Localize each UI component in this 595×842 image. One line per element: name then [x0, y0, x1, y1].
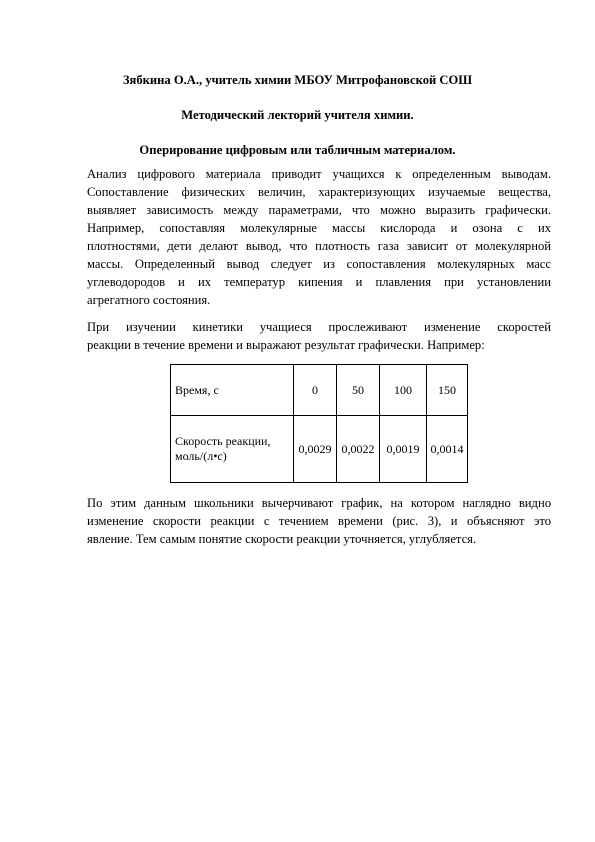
table-cell: 100 [380, 365, 427, 416]
table-cell: 0,0019 [380, 416, 427, 483]
table-cell: 150 [427, 365, 468, 416]
paragraph-kinetics [87, 318, 551, 354]
series-title: Методический лекторий учителя химии. [181, 108, 414, 122]
row-label-rate [171, 416, 294, 483]
text-line: углеводородов и их температур кипения и плавления при установлении [87, 275, 551, 289]
paragraph-analysis [87, 165, 551, 309]
table-row-time [171, 365, 468, 416]
text-line: Например, сопоставляя молекулярные массы кислорода и озона с их [87, 221, 551, 235]
row-label-rate-line1: Скорость реакции, [175, 434, 271, 448]
text-line: изменение скорости реакции с течением времени (рис. 3), и объясняют это [87, 514, 551, 528]
text-line: При изучении кинетики учащиеся прослеживают изменение скоростей [87, 320, 551, 334]
text-line: агрегатного состояния. [87, 293, 211, 307]
text-line: плотностями, дети делают вывод, что плотность газа зависит от молекулярной [87, 239, 551, 253]
table-cell: 0,0029 [294, 416, 337, 483]
row-label-rate-line2: моль/(л•с) [175, 449, 227, 463]
topic-title: Оперирование цифровым или табличным материалом. [139, 143, 456, 157]
text-line: выявляет зависимость между параметрами, что можно выразить графически. [87, 203, 551, 217]
text-line: массы. Определенный вывод следует из сопоставления молекулярных масс [87, 257, 551, 271]
text-line: Сопоставление физических величин, характеризующих изучаемые вещества, [87, 185, 551, 199]
text-line: Анализ цифрового материала приводит учащихся к определенным выводам. [87, 167, 551, 181]
table-cell: 0,0022 [337, 416, 380, 483]
table-cell: 0 [294, 365, 337, 416]
author-line: Зябкина О.А., учитель химии МБОУ Митрофановской СОШ [122, 73, 473, 87]
table-cell: 50 [337, 365, 380, 416]
text-line: По этим данным школьники вычерчивают график, на котором наглядно видно [87, 496, 551, 510]
table-cell: 0,0014 [427, 416, 468, 483]
text-line: явление. Тем самым понятие скорости реакции уточняется, углубляется. [87, 532, 477, 546]
reaction-rate-table [170, 364, 468, 483]
row-label-time: Время, с [171, 365, 294, 416]
table-row-rate [171, 416, 468, 483]
text-line: реакции в течение времени и выражают результат графически. Например: [87, 338, 485, 352]
paragraph-graph [87, 494, 551, 548]
